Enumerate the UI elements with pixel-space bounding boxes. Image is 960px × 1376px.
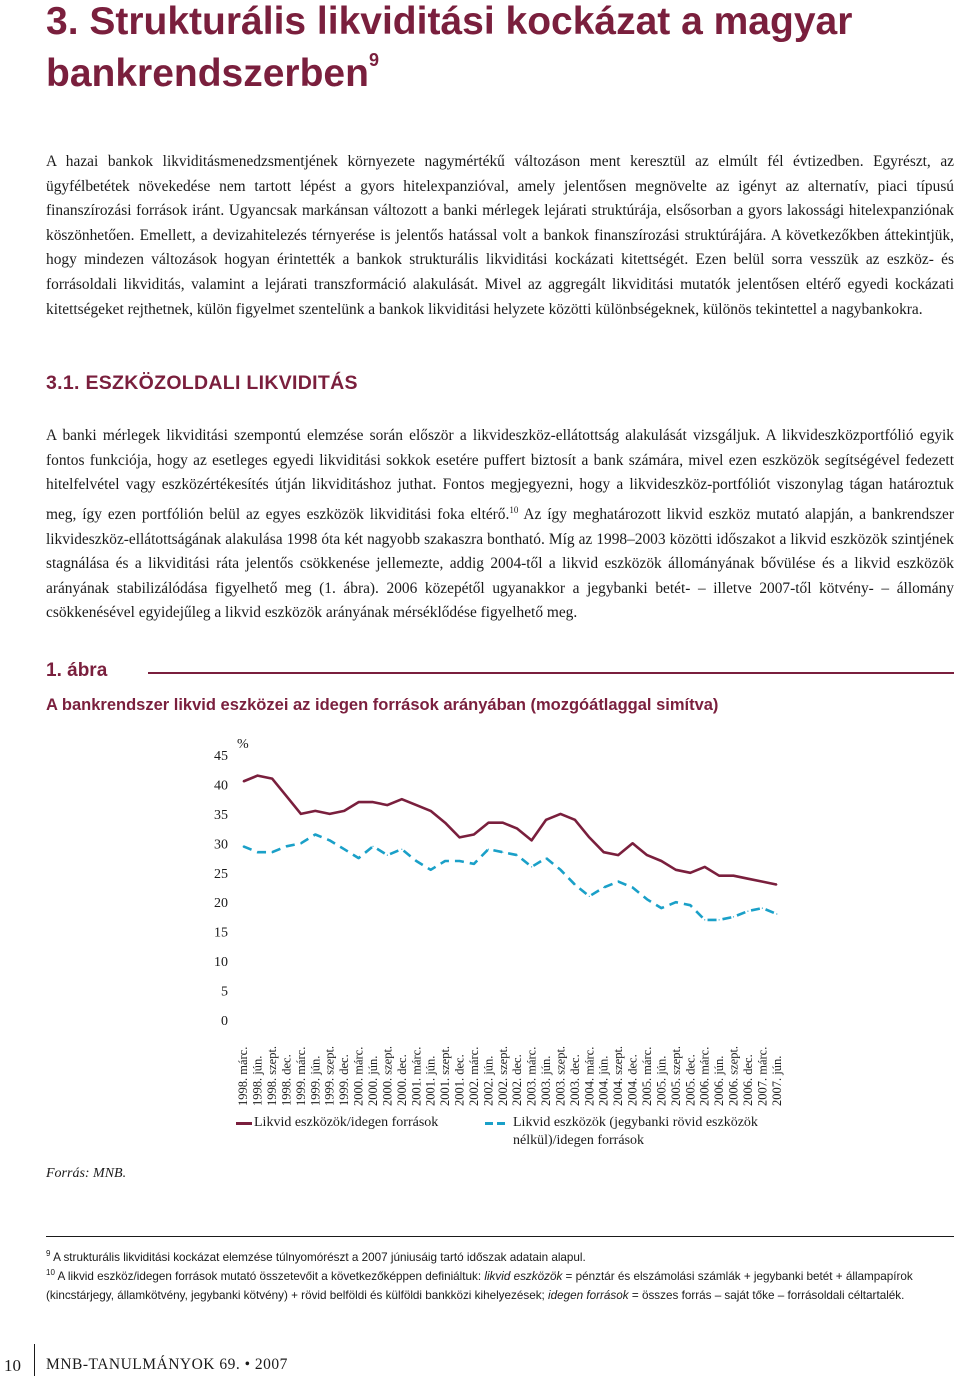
data-point-series-1 (243, 781, 244, 782)
data-point-series-2 (445, 860, 446, 861)
data-point-series-1 (344, 810, 345, 811)
figure-label: 1. ábra (46, 660, 108, 681)
y-axis-unit: % (237, 737, 249, 752)
data-point-series-1 (603, 852, 604, 853)
data-point-series-1 (704, 866, 705, 867)
data-point-series-2 (387, 855, 388, 856)
series-line-1 (243, 776, 777, 885)
data-point-series-2 (531, 866, 532, 867)
footnote-ref-10: 10 (509, 504, 519, 515)
footnote-10-text-1: A likvid eszköz/idegen források mutató összetevőit a következőképpen definiáltuk: (57, 1269, 485, 1283)
x-tick-label: 1998. jún. (250, 1055, 265, 1106)
data-point-series-1 (747, 878, 748, 879)
data-point-series-2 (416, 860, 417, 861)
data-point-series-2 (430, 869, 431, 870)
data-point-series-1 (272, 778, 273, 779)
data-point-series-2 (704, 919, 705, 920)
data-point-series-1 (502, 822, 503, 823)
figure-source: Forrás: MNB. (46, 1166, 127, 1181)
data-point-series-2 (762, 908, 763, 909)
x-tick-label: 2006. jún. (712, 1055, 727, 1106)
data-point-series-2 (560, 869, 561, 870)
section-heading: 3.1. ESZKÖZOLDALI LIKVIDITÁS (46, 372, 358, 394)
footnote-10-number: 10 (46, 1268, 55, 1277)
x-tick-label: 2000. márc. (351, 1046, 366, 1106)
data-point-series-2 (690, 905, 691, 906)
data-point-series-2 (618, 881, 619, 882)
x-tick-label: 2006. szept. (726, 1045, 741, 1106)
chart-legend (236, 1114, 796, 1164)
footnote-rule (46, 1236, 954, 1237)
x-tick-label: 2004. szept. (611, 1045, 626, 1106)
footnote-10-term-2: idegen források (548, 1288, 629, 1302)
data-point-series-2 (632, 887, 633, 888)
y-tick-label: 0 (221, 1014, 228, 1029)
data-point-series-1 (430, 810, 431, 811)
data-point-series-2 (546, 858, 547, 859)
data-point-series-1 (286, 796, 287, 797)
data-point-series-1 (675, 869, 676, 870)
x-tick-label: 2002. jún. (481, 1055, 496, 1106)
footnote-9-text: A strukturális likviditási kockázat elemzése túlnyomórészt a 2007 júniusáig tartó időszak adatain alapul. (53, 1250, 586, 1264)
x-tick-label: 1999. jún. (308, 1055, 323, 1106)
x-tick-label: 2005. jún. (654, 1055, 669, 1106)
x-tick-label: 2000. jún. (366, 1055, 380, 1106)
x-tick-label: 2000. dec. (394, 1054, 409, 1106)
data-point-series-1 (574, 819, 575, 820)
x-tick-label: 2001. márc. (409, 1046, 424, 1106)
y-tick-label: 5 (221, 984, 228, 1000)
x-tick-label: 2003. szept. (553, 1045, 568, 1106)
footnote-10-text-3: = összes forrás – saját tőke – forrásoldali céltartalék. (628, 1288, 905, 1302)
x-tick-label: 2003. jún. (539, 1055, 554, 1106)
x-tick-label: 2005. márc. (640, 1046, 654, 1106)
title-footnote-ref: 9 (368, 50, 379, 70)
data-point-series-2 (747, 911, 748, 912)
data-point-series-2 (272, 852, 273, 853)
x-tick-label: 2005. dec. (683, 1054, 698, 1106)
legend-label-series1: Likvid eszközök/idegen források (254, 1115, 439, 1130)
data-point-series-2 (315, 834, 316, 835)
data-point-series-1 (473, 834, 474, 835)
data-point-series-2 (344, 849, 345, 850)
y-tick-label: 15 (214, 925, 228, 941)
y-tick-label: 25 (214, 866, 228, 882)
x-tick-label: 2005. szept. (668, 1045, 683, 1106)
data-point-series-1 (776, 884, 777, 885)
data-point-series-2 (300, 843, 301, 844)
data-point-series-1 (488, 822, 489, 823)
data-point-series-1 (589, 837, 590, 838)
data-point-series-2 (502, 852, 503, 853)
data-point-series-2 (661, 908, 662, 909)
x-tick-label: 2000. szept. (380, 1045, 395, 1106)
x-tick-label: 2001. szept. (438, 1045, 453, 1106)
x-tick-label: 1998. dec. (279, 1054, 294, 1106)
data-point-series-1 (387, 805, 388, 806)
data-point-series-1 (733, 875, 734, 876)
data-point-series-2 (329, 840, 330, 841)
x-tick-label: 2002. szept. (495, 1045, 510, 1106)
data-point-series-2 (459, 860, 460, 861)
data-point-series-1 (329, 813, 330, 814)
figure-title: A bankrendszer likvid eszközei az idegen források arányában (mozgóátlaggal simítva) (46, 696, 719, 714)
page-title-text: 3. Strukturális likviditási kockázat a magyar bankrendszerben (46, 0, 853, 95)
data-point-series-1 (546, 819, 547, 820)
data-point-series-1 (661, 860, 662, 861)
legend-label-series2: Likvid eszközök (jegybanki rövid eszközök nélkül)/idegen források (513, 1115, 758, 1148)
data-point-series-2 (473, 863, 474, 864)
data-point-series-2 (358, 858, 359, 859)
x-tick-label: 2003. dec. (567, 1054, 582, 1106)
data-point-series-1 (618, 855, 619, 856)
data-point-series-2 (372, 846, 373, 847)
footnote-10 (46, 1263, 954, 1305)
page-number: 10 (4, 1356, 21, 1375)
data-point-series-2 (257, 852, 258, 853)
x-tick-label: 2006. dec. (740, 1054, 755, 1106)
data-point-series-1 (459, 837, 460, 838)
data-point-series-1 (401, 799, 402, 800)
data-point-series-1 (531, 840, 532, 841)
footnote-10-term-1: likvid eszközök (484, 1269, 563, 1283)
data-point-series-1 (690, 872, 691, 873)
x-tick-label: 2002. márc. (466, 1046, 481, 1106)
y-tick-label: 20 (214, 896, 228, 912)
data-point-series-2 (574, 884, 575, 885)
x-tick-label: 2006. márc. (697, 1046, 712, 1106)
y-tick-label: 10 (214, 955, 228, 971)
x-tick-label: 2001. jún. (423, 1055, 438, 1106)
data-point-series-2 (517, 855, 518, 856)
data-point-series-1 (646, 855, 647, 856)
data-point-series-1 (315, 810, 316, 811)
series-line-2 (243, 835, 777, 920)
data-point-series-2 (488, 849, 489, 850)
y-tick-label: 40 (214, 778, 228, 794)
y-tick-label: 35 (214, 807, 228, 823)
data-point-series-2 (646, 899, 647, 900)
x-tick-label: 2003. márc. (524, 1046, 539, 1106)
footnote-10-text-2: = pénztár és elszámolási számlák + jegybanki betét + állampapírok (kincstárjegy, államkötvény, jegybanki kötvény) + rövid belföldi és külföldi bankközi kihelyezések; (46, 1269, 913, 1302)
body-paragraph-part-b: Az így meghatározott likvid eszköz mutató alapján, a bankrendszer likvideszköz-ellátottságának alakulása 1998 óta két nagyobb szakaszra bontható. Míg az 1998–2003 közötti időszakot a likvid eszközök szintjének stagnálása és a likviditási ráta jelentős csökkenése jellemezte, addig 2004-től a likvid eszközök állományának bővülése és a likvid eszközök arányának stabilizálódása figyelhető meg (1. ábra). 2006 közepétől ugyanakkor a jegybanki betét- – illetve 2007-től kötvény- – állomány csökkenésével egyidejűleg a likvid eszközök arányának mérséklődése figyelhető meg. (46, 505, 954, 622)
data-point-series-1 (300, 813, 301, 814)
y-tick-label: 30 (214, 837, 228, 853)
data-point-series-2 (243, 846, 244, 847)
page-title (46, 0, 926, 96)
journal-footer: MNB-TANULMÁNYOK 69. • 2007 (46, 1356, 288, 1373)
legend-swatch-series1 (236, 1122, 252, 1125)
data-point-series-1 (358, 802, 359, 803)
line-chart (180, 735, 800, 1110)
x-tick-label: 1998. szept. (265, 1045, 280, 1106)
data-point-series-2 (733, 916, 734, 917)
data-point-series-1 (416, 805, 417, 806)
footnote-9-number: 9 (46, 1249, 51, 1258)
body-paragraph-part-a: A banki mérlegek likviditási szempontú elemzése során először a likvideszköz-ellátottság alakulását vizsgáljuk. A likvideszközportfólió egyik fontos funkciója, hogy az esetleges egyedi likviditási sokkok esetére puffert biztosít a bank számára, mivel ezen eszközök segítségével fedezett hitelfelvétel vagy eszközértékesítés útján likviditáshoz juthat. Fontos megjegyezni, hogy a likvideszköz-portfóliót viszonylag tágan határoztuk meg, így ezen portfólión belül az egyes eszközök likviditási foka eltérő. (46, 427, 954, 523)
x-tick-label: 2004. jún. (596, 1055, 611, 1106)
x-tick-label: 2007. jún. (769, 1055, 784, 1106)
data-point-series-1 (560, 813, 561, 814)
intro-paragraph: A hazai bankok likviditásmenedzsmentjének környezete nagymértékű változáson ment keresztül az elmúlt fél évtizedben. Egyrészt, az ügyfélbetétek növekedése nem tartott lépést a gyors hitelexpanzióval, amely jelentősen megnövelte az igényt az alternatív, piaci típusú finanszírozási források iránt. Ugyancsak markánsan változott a banki mérlegek lejárati struktúrája, elsősorban a gyors lakossági hitelexpanziónak köszönhetően. Emellett, a devizahitelezés térnyerése is jelentős hatással volt a bankok finanszírozási struktúrájára. A következőkben áttekintjük, hogy mindezen változások hogyan érintették a bankok strukturális likviditási kockázati kitettségét. Ezen belül sorra vesszük az eszköz- és forrásoldali likviditás, valamint a lejárati transzformáció alakulását. Mivel az aggregált likviditási mutatók jelentősen eltérő egyedi kockázati kitettségeket rejthetnek, külön figyelmet szentelünk a bankok likviditási helyzete közötti különbségeknek, különös tekintettel a nagybankokra. (46, 153, 954, 318)
data-point-series-2 (719, 919, 720, 920)
data-point-series-1 (762, 881, 763, 882)
legend-swatch-series2-b (497, 1122, 505, 1125)
legend-swatch-series2 (485, 1122, 493, 1125)
x-tick-label: 2007. márc. (755, 1046, 770, 1106)
data-point-series-2 (589, 896, 590, 897)
data-point-series-2 (776, 913, 777, 914)
data-point-series-2 (401, 849, 402, 850)
x-tick-label: 1998. márc. (236, 1046, 251, 1106)
data-point-series-1 (257, 775, 258, 776)
x-tick-label: 1999. szept. (322, 1045, 337, 1106)
data-point-series-2 (603, 887, 604, 888)
data-point-series-1 (372, 802, 373, 803)
x-tick-label: 2004. márc. (582, 1046, 597, 1106)
y-tick-label: 45 (214, 749, 228, 764)
figure-rule (148, 672, 954, 674)
x-tick-label: 1999. márc. (293, 1046, 308, 1106)
data-point-series-1 (632, 843, 633, 844)
body-paragraph (46, 424, 954, 626)
data-point-series-2 (675, 902, 676, 903)
page-number-separator (34, 1344, 35, 1376)
x-tick-label: 2001. dec. (452, 1054, 467, 1106)
data-point-series-2 (286, 846, 287, 847)
x-tick-label: 2004. dec. (625, 1054, 640, 1106)
x-tick-label: 2002. dec. (510, 1054, 525, 1106)
data-point-series-1 (517, 828, 518, 829)
data-point-series-1 (445, 822, 446, 823)
x-tick-label: 1999. dec. (337, 1054, 352, 1106)
data-point-series-1 (719, 875, 720, 876)
